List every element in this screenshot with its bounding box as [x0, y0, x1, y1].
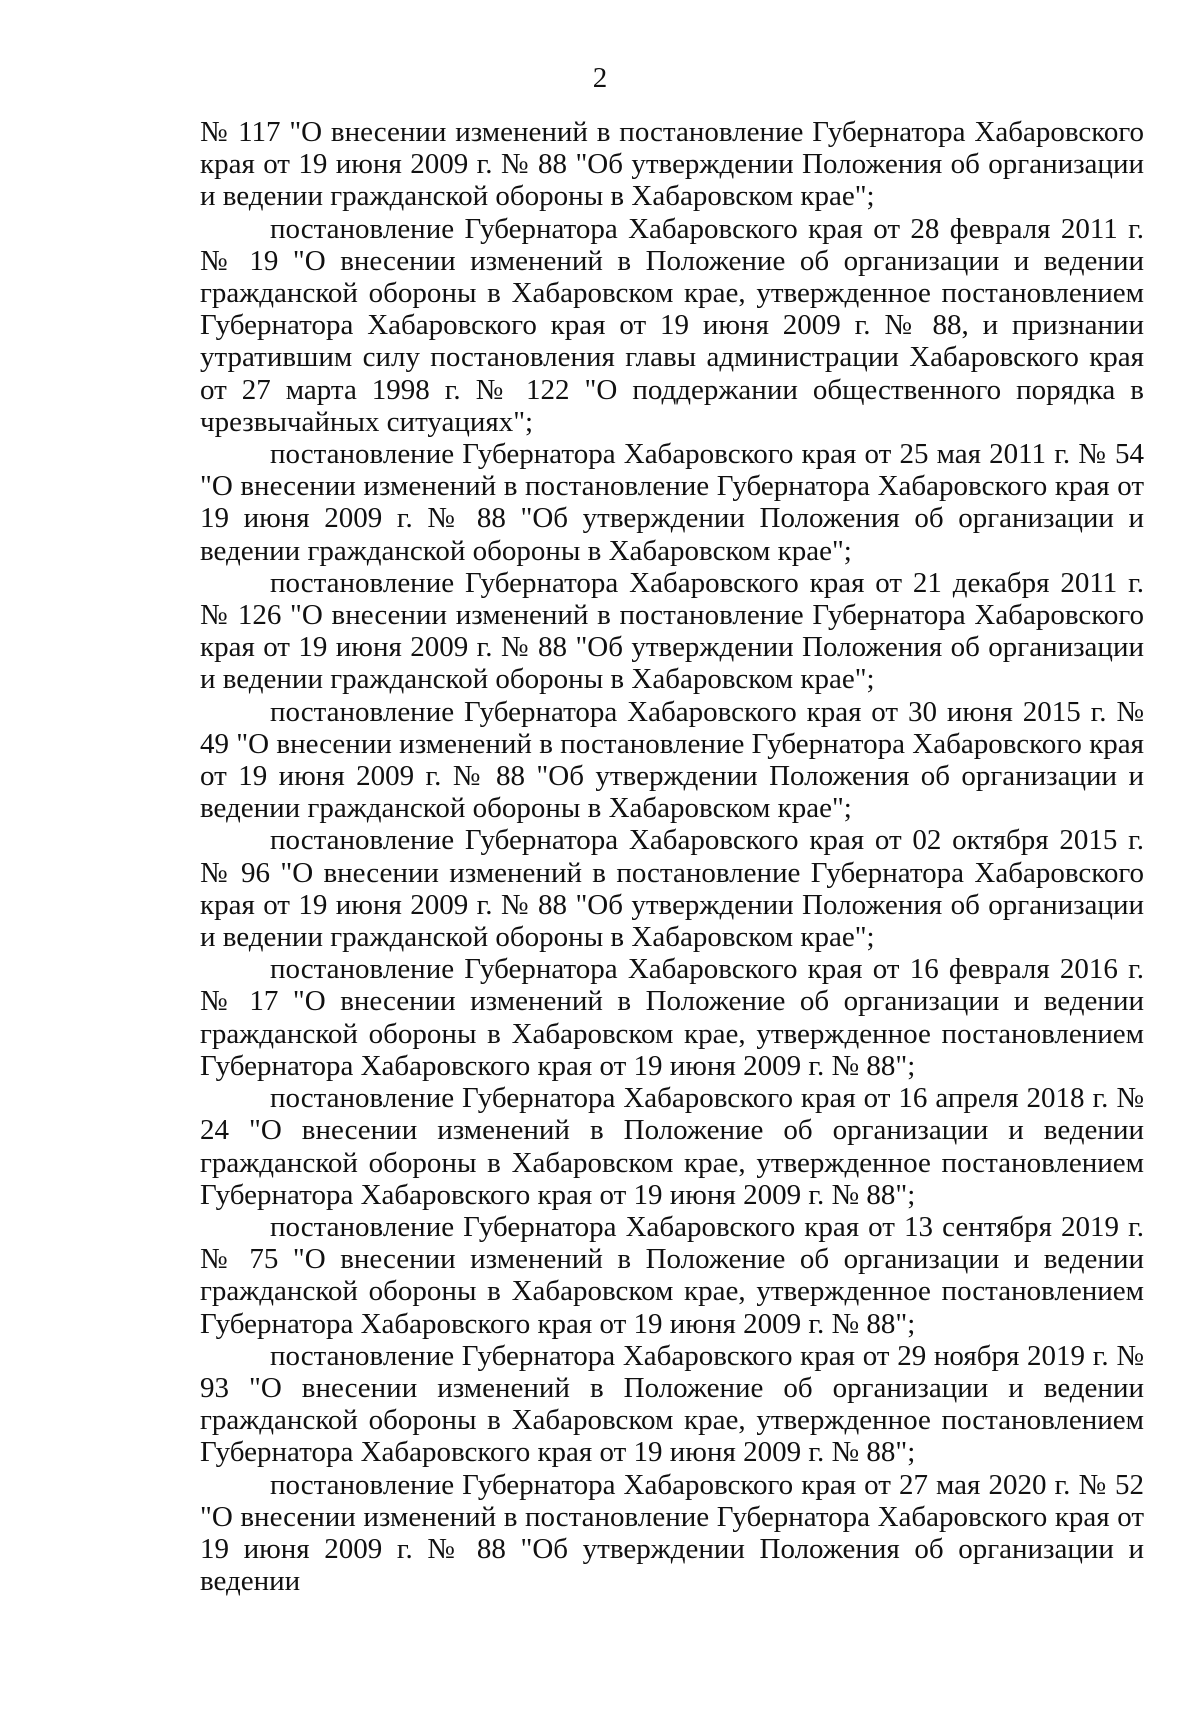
paragraph-8: постановление Губернатора Хабаровского края от 16 апреля 2018 г. № 24 "О внесении изменений в Положение об организации и ведении гражданской обороны в Хабаровском крае, утвержденное постановлением Губернатора Хабаровского края от 19 июня 2009 г. № 88";	[200, 1082, 1144, 1211]
paragraph-1: № 117 "О внесении изменений в постановление Губернатора Хабаровского края от 19 июня 2009 г. № 88 "Об утверждении Положения об организации и ведении гражданской обороны в Хабаровском крае";	[200, 116, 1144, 213]
paragraph-6: постановление Губернатора Хабаровского края от 02 октября 2015 г. № 96 "О внесении изменений в постановление Губернатора Хабаровского края от 19 июня 2009 г. № 88 "Об утверждении Положения об организации и ведении гражданской обороны в Хабаровском крае";	[200, 824, 1144, 954]
document-body	[200, 116, 1144, 1597]
paragraph-4: постановление Губернатора Хабаровского края от 21 декабря 2011 г. № 126 "О внесении изменений в постановление Губернатора Хабаровского края от 19 июня 2009 г. № 88 "Об утверждении Положения об организации и ведении гражданской обороны в Хабаровском крае";	[200, 566, 1144, 696]
paragraph-3: постановление Губернатора Хабаровского края от 25 мая 2011 г. № 54 "О внесении изменений в постановление Губернатора Хабаровского края от 19 июня 2009 г. № 88 "Об утверждении Положения об организации и ведении гражданской обороны в Хабаровском крае";	[200, 438, 1144, 567]
paragraph-10: постановление Губернатора Хабаровского края от 29 ноября 2019 г. № 93 "О внесении изменений в Положение об организации и ведении гражданской обороны в Хабаровском крае, утвержденное постановлением Губернатора Хабаровского края от 19 июня 2009 г. № 88";	[200, 1339, 1144, 1469]
paragraph-9: постановление Губернатора Хабаровского края от 13 сентября 2019 г. № 75 "О внесении изменений в Положение об организации и ведении гражданской обороны в Хабаровском крае, утвержденное постановлением Губернатора Хабаровского края от 19 июня 2009 г. № 88";	[200, 1210, 1144, 1340]
paragraph-2: постановление Губернатора Хабаровского края от 28 февраля 2011 г. № 19 "О внесении изменений в Положение об организации и ведении гражданской обороны в Хабаровском крае, утвержденное постановлением Губернатора Хабаровского края от 19 июня 2009 г. № 88, и признании утратившим силу постановления главы администрации Хабаровского края от 27 марта 1998 г. № 122 "О поддержании общественного порядка в чрезвычайных ситуациях";	[200, 212, 1144, 438]
page-number: 2	[592, 62, 608, 94]
paragraph-11: постановление Губернатора Хабаровского края от 27 мая 2020 г. № 52 "О внесении изменений в постановление Губернатора Хабаровского края от 19 июня 2009 г. № 88 "Об утверждении Положения об организации и ведении	[200, 1468, 1144, 1598]
paragraph-7: постановление Губернатора Хабаровского края от 16 февраля 2016 г. № 17 "О внесении изменений в Положение об организации и ведении гражданской обороны в Хабаровском крае, утвержденное постановлением Губернатора Хабаровского края от 19 июня 2009 г. № 88";	[200, 953, 1144, 1082]
paragraph-5: постановление Губернатора Хабаровского края от 30 июня 2015 г. № 49 "О внесении изменений в постановление Губернатора Хабаровского края от 19 июня 2009 г. № 88 "Об утверждении Положения об организации и ведении гражданской обороны в Хабаровском крае";	[200, 695, 1144, 825]
